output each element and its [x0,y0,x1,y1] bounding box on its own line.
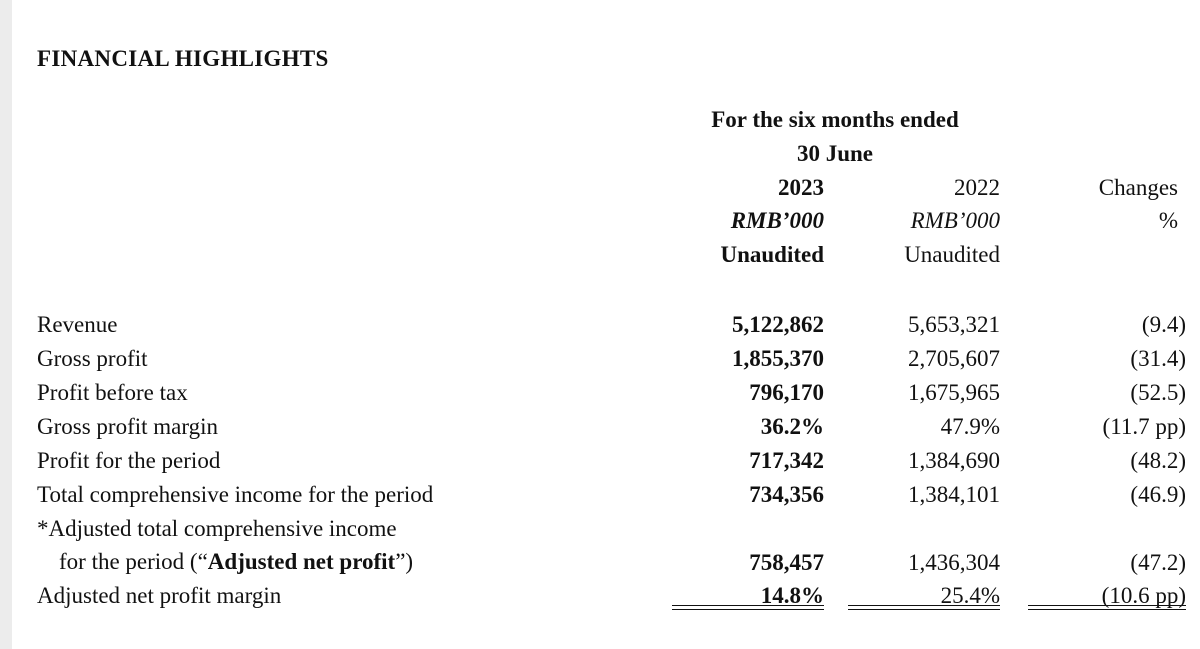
col-changes-title: Changes [1098,175,1178,200]
value-2022: 2,705,607 [908,346,1000,371]
row-label: Revenue [37,312,118,337]
table-row [0,308,1200,342]
row-label: Total comprehensive income for the period [37,482,434,507]
table-row [0,478,1200,512]
double-underline-2023 [672,605,824,610]
col-2023-unit: RMB’000 [730,208,824,233]
value-2022: 1,436,304 [908,550,1000,575]
value-2023: 36.2% [760,414,824,439]
table-row [0,342,1200,376]
row-label: Profit for the period [37,448,221,473]
label-bold-term: Adjusted net profit [207,549,396,574]
value-change: (47.2) [1130,550,1186,575]
table-row [0,410,1200,444]
value-change: (46.9) [1130,482,1186,507]
row-label [37,512,413,578]
value-change: (52.5) [1130,380,1186,405]
row-label-line1: *Adjusted total comprehensive income [37,516,397,541]
financial-table [0,308,1200,613]
col-2022-status: Unaudited [904,242,1000,267]
value-2023: 717,342 [749,448,824,473]
value-2023: 796,170 [749,380,824,405]
value-change: (48.2) [1130,448,1186,473]
value-change: (31.4) [1130,346,1186,371]
value-2022: 47.9% [940,414,1000,439]
period-header-line1: For the six months ended [711,107,959,132]
label-prefix: for the period (“ [59,549,208,574]
col-2022-unit: RMB’000 [910,208,1000,233]
value-change: (11.7 pp) [1102,414,1186,439]
table-row [0,512,1200,579]
double-underline-2022 [848,605,1000,610]
value-change: (9.4) [1141,312,1186,337]
value-2022: 25.4% [940,583,1000,608]
col-2023-year: 2023 [778,175,824,200]
value-2022: 1,384,101 [908,482,1000,507]
col-2023-status: Unaudited [720,242,824,267]
period-header-line2: 30 June [796,141,874,166]
table-row [0,579,1200,613]
value-2023: 758,457 [749,550,824,575]
col-changes-unit: % [1158,208,1178,233]
page-title: FINANCIAL HIGHLIGHTS [37,46,329,71]
table-row [0,376,1200,410]
row-label-line2 [37,545,413,578]
double-underline-changes [1028,605,1186,610]
value-2023: 734,356 [749,482,824,507]
value-change: (10.6 pp) [1101,583,1186,608]
row-label: Gross profit margin [37,414,219,439]
col-2022-year: 2022 [954,175,1000,200]
value-2022: 5,653,321 [908,312,1000,337]
row-label: Gross profit [37,346,148,371]
label-suffix: ”) [395,549,414,574]
value-2022: 1,384,690 [908,448,1000,473]
row-label: Adjusted net profit margin [37,583,282,608]
value-2023: 5,122,862 [732,312,824,337]
value-2023: 14.8% [760,583,824,608]
value-2023: 1,855,370 [732,346,824,371]
value-2022: 1,675,965 [908,380,1000,405]
row-label: Profit before tax [37,380,188,405]
table-row [0,444,1200,478]
